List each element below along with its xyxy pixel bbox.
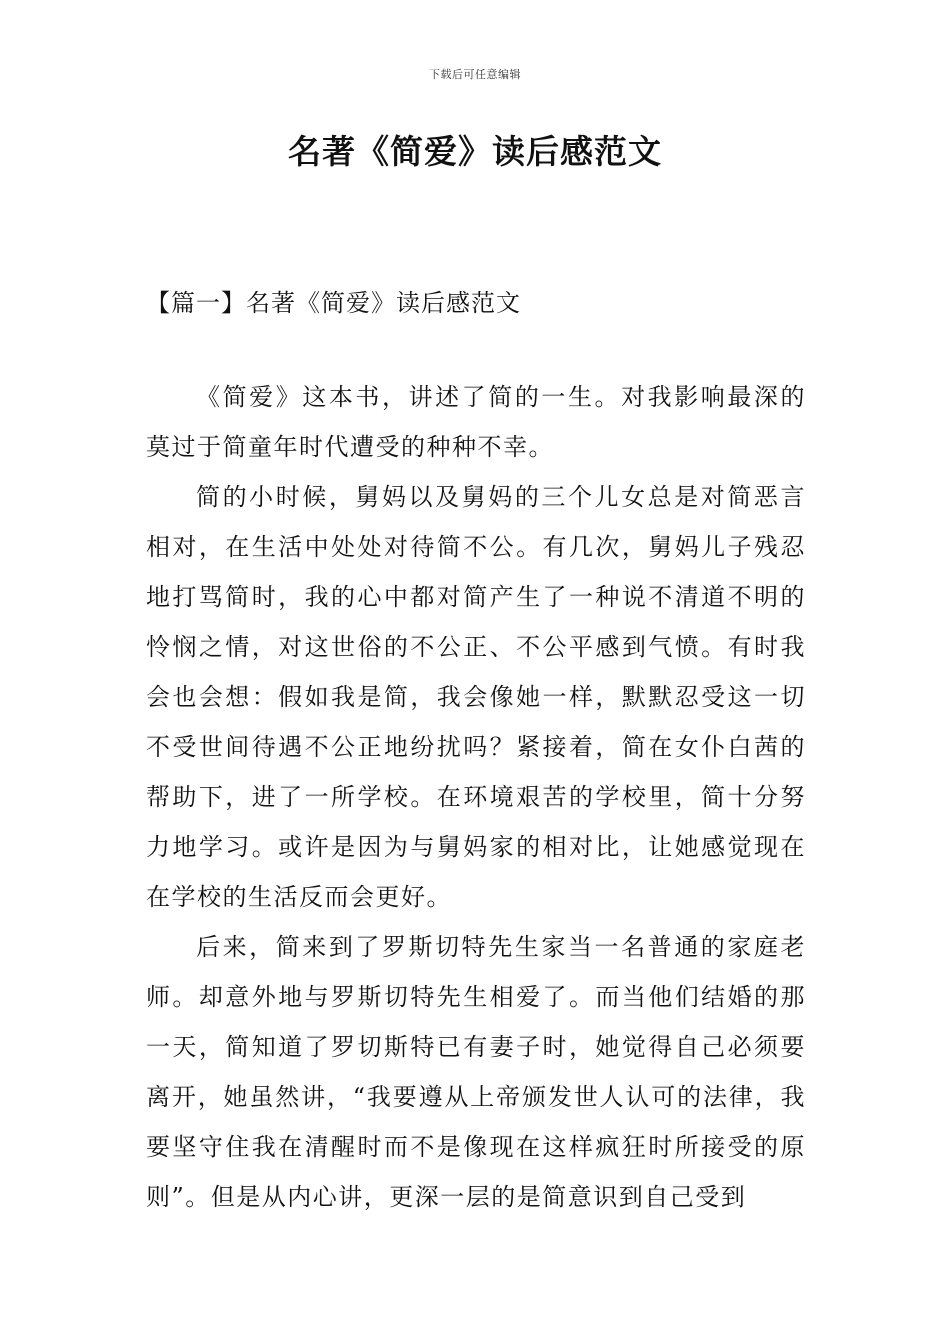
paragraph: 《简爱》这本书，讲述了简的一生。对我影响最深的莫过于简童年时代遭受的种种不幸。 <box>146 383 806 461</box>
body-text <box>146 372 806 1222</box>
header-note: 下载后可任意编辑 <box>429 68 521 81</box>
document-title: 名著《简爱》读后感范文 <box>288 132 662 171</box>
section-heading: 【篇一】名著《简爱》读后感范文 <box>146 289 521 317</box>
paragraph: 简的小时候，舅妈以及舅妈的三个儿女总是对简恶言相对，在生活中处处对待简不公。有几次，舅妈儿子残忍地打骂简时，我的心中都对简产生了一种说不清道不明的怜悯之情，对这世俗的不公正、不公平感到气愤。有时我会也会想：假如我是简，我会像她一样，默默忍受这一切不受世间待遇不公正地纷扰吗？紧接着，简在女仆白茜的帮助下，进了一所学校。在环境艰苦的学校里，简十分努力地学习。或许是因为与舅妈家的相对比，让她感觉现在在学校的生活反而会更好。 <box>146 483 806 911</box>
paragraph: 后来，简来到了罗斯切特先生家当一名普通的家庭老师。却意外地与罗斯切特先生相爱了。而当他们结婚的那一天，简知道了罗切斯特已有妻子时，她觉得自己必须要离开，她虽然讲，“我要遵从上帝颁发世人认可的法律，我要坚守住我在清醒时而不是像现在这样疯狂时所接受的原则”。但是从内心讲，更深一层的是简意识到自己受到 <box>146 933 806 1211</box>
